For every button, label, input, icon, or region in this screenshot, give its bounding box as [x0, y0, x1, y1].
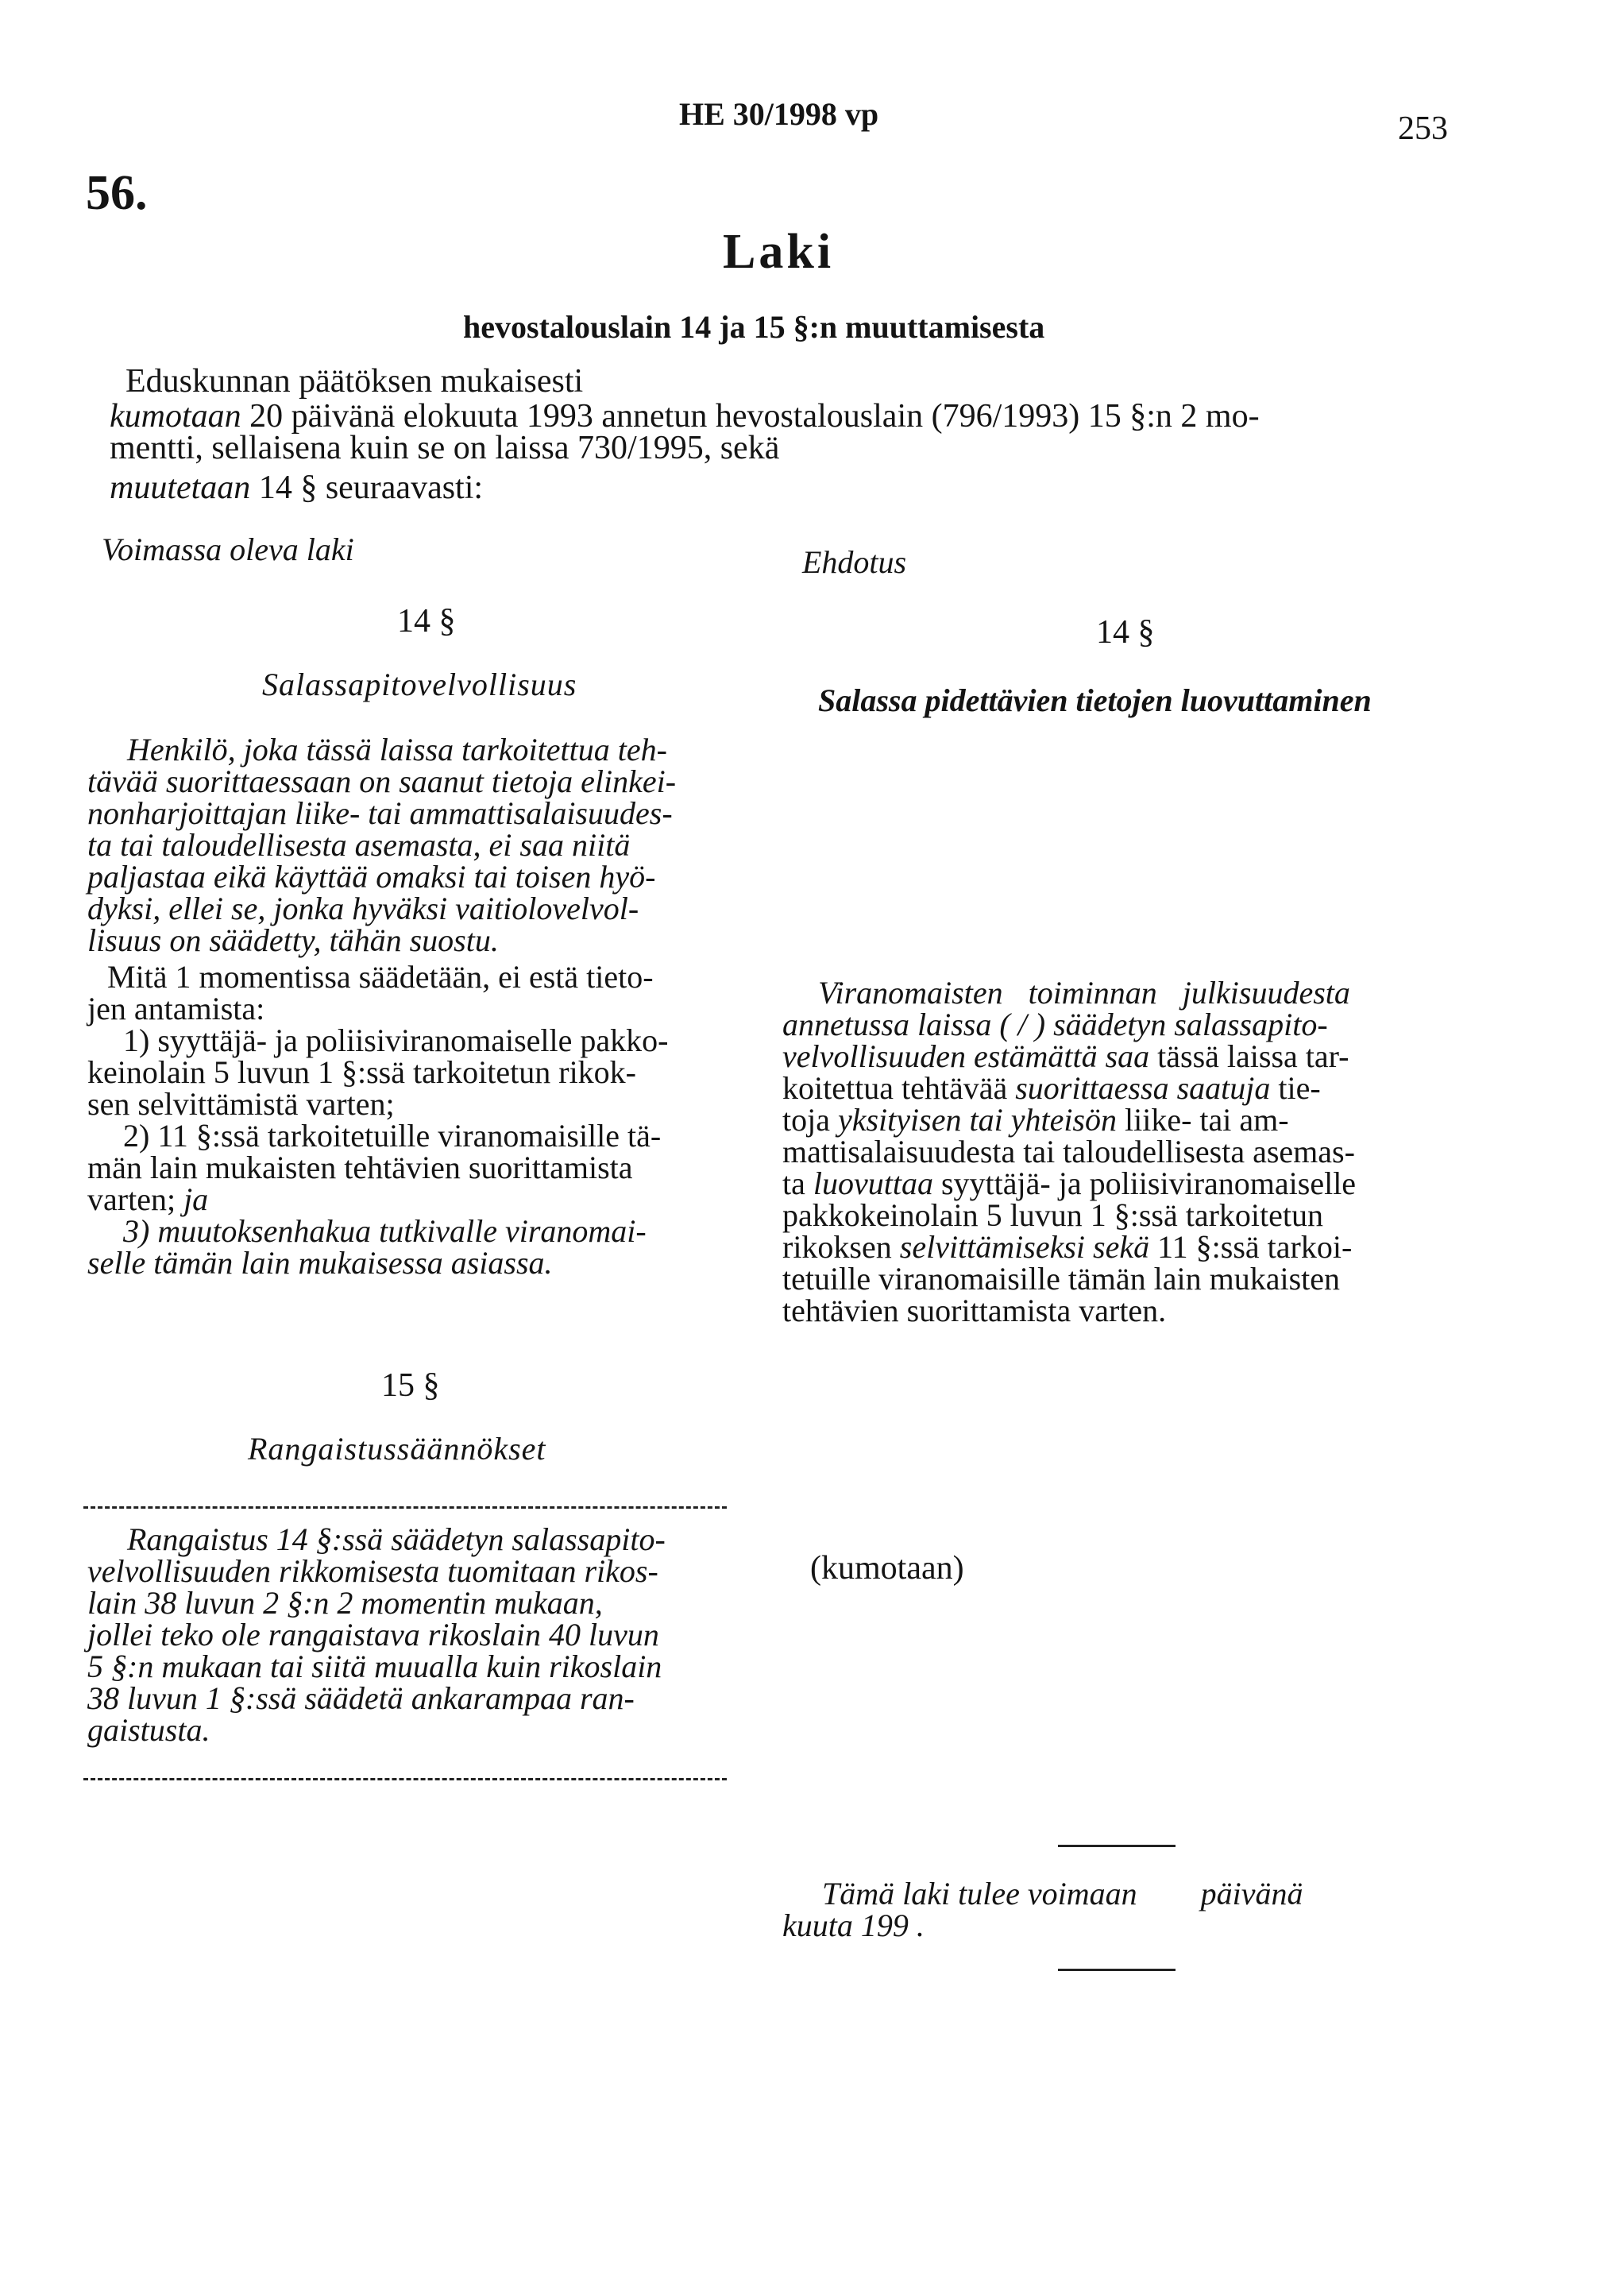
- left-section-15-number: 15 §: [381, 1367, 440, 1404]
- text-line: ta luovuttaa syyttäjä- ja poliisiviranomaiselle: [782, 1165, 1357, 1201]
- right-section-14-paragraph: [782, 977, 1465, 1327]
- text-line: koitettua tehtävää suorittaessa saatuja tie-: [782, 1070, 1321, 1106]
- text-line: 1) syyttäjä- ja poliisiviranomaiselle pakko-: [123, 1022, 669, 1058]
- text-line: 38 luvun 1 §:ssä säädetä ankarampaa ran-: [87, 1680, 635, 1716]
- text-line: dyksi, ellei se, jonka hyväksi vaitiolovelvol-: [87, 891, 639, 926]
- text-line: jollei teko ole rangaistava rikoslain 40 luvun: [87, 1617, 659, 1652]
- text-line: tehtävien suorittamista varten.: [782, 1293, 1167, 1328]
- text-line: toja yksityisen tai yhteisön liike- tai am-: [782, 1102, 1289, 1138]
- text-line: velvollisuuden estämättä saa tässä laissa tar-: [782, 1038, 1349, 1074]
- journal-reference: HE 30/1998 vp: [679, 96, 879, 132]
- text-line: män lain mukaisten tehtävien suorittamista: [87, 1150, 633, 1185]
- text-line: keinolain 5 luvun 1 §:ssä tarkoitetun rikok-: [87, 1054, 636, 1090]
- repealed-note: (kumotaan): [810, 1550, 964, 1587]
- omission-dashes-top: [83, 1506, 727, 1509]
- closing-rule-bottom: [1058, 1969, 1176, 1971]
- law-subtitle: hevostalouslain 14 ja 15 §:n muuttamisesta: [463, 309, 1045, 345]
- text-line: jen antamista:: [87, 991, 265, 1026]
- entry-into-force-day: päivänä: [1200, 1876, 1303, 1911]
- text-line: lisuus on säädetty, tähän suostu.: [87, 922, 499, 958]
- text-line: Viranomaisten toiminnan julkisuudesta: [818, 975, 1350, 1011]
- intro-emphasis-kumotaan: kumotaan: [110, 398, 241, 435]
- entry-into-force-text: Tämä laki tulee voimaan: [822, 1876, 1137, 1911]
- item-number: 56.: [86, 166, 148, 220]
- text-line: lain 38 luvun 2 §:n 2 momentin mukaan,: [87, 1585, 603, 1621]
- text-line: annetussa laissa ( / ) säädetyn salassapito-: [782, 1007, 1328, 1042]
- left-column-heading: Voimassa oleva laki: [102, 531, 354, 567]
- right-section-14-number: 14 §: [1096, 614, 1155, 651]
- intro-line-3: mentti, sellaisena kuin se on laissa 730/1995, sekä: [110, 430, 780, 466]
- left-section-14-paragraph-2: [87, 961, 747, 1279]
- text-line: 3) muutoksenhakua tutkivalle viranomai-: [123, 1213, 647, 1249]
- italic-run: yksityisen tai yhteisön: [837, 1102, 1117, 1138]
- law-title: Laki: [723, 225, 835, 279]
- intro-emphasis-muutetaan: muutetaan: [110, 470, 251, 506]
- left-section-15-paragraph: [87, 1521, 747, 1748]
- text-line: Mitä 1 momentissa säädetään, ei estä tieto-: [107, 959, 654, 995]
- italic-run: velvollisuuden estämättä saa: [782, 1038, 1150, 1074]
- text-line: tävää suorittaessaan on saanut tietoja elinkei-: [87, 763, 677, 799]
- text-line: pakkokeinolain 5 luvun 1 §:ssä tarkoitetun: [782, 1197, 1323, 1233]
- text-line: 2) 11 §:ssä tarkoitetuille viranomaisille tä-: [123, 1118, 662, 1154]
- italic-run: suorittaessa saatuja: [1015, 1070, 1271, 1106]
- text-line: gaistusta.: [87, 1712, 210, 1748]
- italic-run: luovuttaa: [813, 1165, 933, 1201]
- text-line: rikoksen selvittämiseksi sekä 11 §:ssä tarkoi-: [782, 1229, 1353, 1265]
- text-line: Rangaistus 14 §:ssä säädetyn salassapito-: [127, 1521, 666, 1557]
- left-section-14-paragraph-1: [87, 734, 747, 957]
- italic-run: selvittämiseksi sekä: [899, 1229, 1150, 1265]
- left-section-14-title: Salassapitovelvollisuus: [262, 667, 577, 702]
- inserted-word: ja: [183, 1181, 209, 1217]
- intro-line-2-rest: 20 päivänä elokuuta 1993 annetun hevostalouslain (796/1993) 15 §:n 2 mo-: [241, 398, 1260, 435]
- left-section-15-title: Rangaistussäännökset: [248, 1431, 546, 1467]
- closing-rule-top: [1058, 1845, 1176, 1847]
- text-line: [87, 1181, 747, 1217]
- text-line: sen selvittämistä varten;: [87, 1086, 395, 1122]
- text-line: Henkilö, joka tässä laissa tarkoitettua teh-: [127, 732, 667, 767]
- right-column-heading: Ehdotus: [802, 544, 907, 580]
- text-line: nonharjoittajan liike- tai ammattisalaisuudes-: [87, 795, 673, 831]
- intro-line-1: Eduskunnan päätöksen mukaisesti: [125, 363, 584, 400]
- right-section-14-title: Salassa pidettävien tietojen luovuttaminen: [818, 682, 1372, 718]
- text-line: paljastaa eikä käyttää omaksi tai toisen hyö-: [87, 859, 656, 895]
- intro-line-4: [110, 469, 483, 507]
- text-line: 5 §:n mukaan tai siitä muualla kuin rikoslain: [87, 1649, 662, 1684]
- left-section-14-number: 14 §: [397, 603, 456, 640]
- text-line: selle tämän lain mukaisessa asiassa.: [87, 1245, 553, 1281]
- text-fragment: varten;: [87, 1181, 176, 1217]
- text-line: tetuille viranomaisille tämän lain mukaisten: [782, 1261, 1341, 1297]
- page-number: 253: [1398, 110, 1448, 147]
- text-line: velvollisuuden rikkomisesta tuomitaan rikos-: [87, 1553, 658, 1589]
- omission-dashes-bottom: [83, 1778, 727, 1780]
- text-line: ta tai taloudellisesta asemasta, ei saa niitä: [87, 827, 631, 863]
- text-line: mattisalaisuudesta tai taloudellisesta asemas-: [782, 1134, 1355, 1169]
- entry-into-force-line-2: kuuta 199 .: [782, 1908, 925, 1943]
- intro-line-4-rest: 14 § seuraavasti:: [250, 470, 484, 506]
